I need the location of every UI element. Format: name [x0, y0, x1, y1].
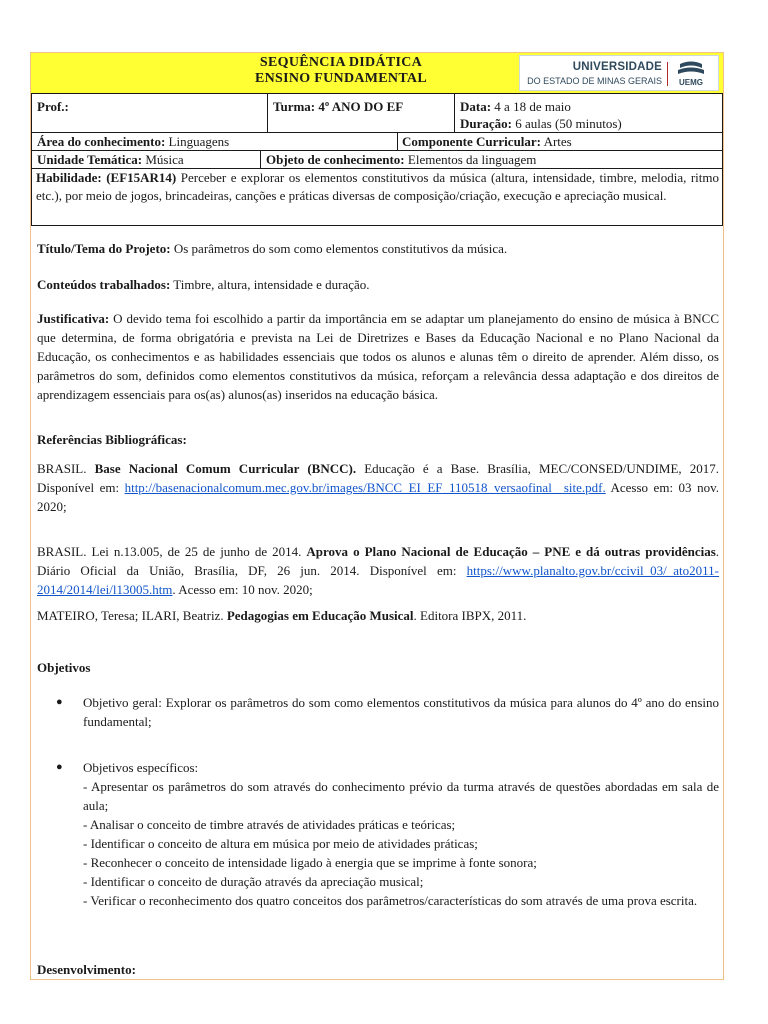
- justificativa-label: Justificativa:: [37, 311, 110, 326]
- especifico-item: - Identificar o conceito de altura em música por meio de atividades práticas;: [83, 836, 478, 851]
- ref1-prefix: BRASIL.: [37, 461, 87, 476]
- area-value: Linguagens: [168, 134, 230, 149]
- objetivo-geral-text: Objetivo geral: Explorar os parâmetros do som como elementos constitutivos da música para alunos do 4º ano do ensino fundamental;: [83, 695, 719, 729]
- ref1-details: Educação é a Base. Brasília, MEC/CONSED/UNDIME, 2017. Disponível em:: [37, 461, 719, 495]
- ref2-title: Aprova o Plano Nacional de Educação – PNE e dá outras providências: [306, 544, 716, 559]
- componente-field: [402, 134, 572, 150]
- table-row-divider: [31, 150, 723, 151]
- uemg-logo-icon: [674, 60, 708, 88]
- objeto-value: Elementos da linguagem: [407, 152, 537, 167]
- university-logo: [519, 55, 719, 91]
- title-line-1: SEQUÊNCIA DIDÁTICA: [259, 55, 423, 70]
- data-label: Data:: [460, 99, 492, 114]
- table-row-divider: [31, 132, 723, 133]
- title-line-2: ENSINO FUNDAMENTAL: [255, 71, 427, 86]
- especifico-item: - Analisar o conceito de timbre através de atividades práticas e teóricas;: [83, 817, 456, 832]
- unidade-field: [37, 152, 184, 168]
- duracao-field: [460, 116, 622, 132]
- logo-divider: [667, 62, 668, 86]
- justificativa-paragraph: [37, 309, 719, 404]
- area-field: [37, 134, 229, 150]
- data-value: 4 a 18 de maio: [494, 99, 571, 114]
- objeto-field: [266, 152, 536, 168]
- reference-pne: [37, 542, 719, 599]
- duracao-label: Duração:: [460, 116, 512, 131]
- ref1-access: Acesso em: 03 nov. 2020;: [37, 480, 719, 514]
- table-col-divider: [397, 132, 398, 150]
- logo-line-1: UNIVERSIDADE: [572, 61, 662, 73]
- especifico-item: - Apresentar os parâmetros do som através do conhecimento prévio da turma através de questões abordadas em sala de aula;: [83, 779, 719, 813]
- table-border-right: [722, 93, 723, 226]
- prof-label: Prof.:: [37, 99, 69, 114]
- turma-label: Turma:: [273, 99, 316, 114]
- bullet-icon: ●: [56, 761, 63, 773]
- ref1-title: Base Nacional Comum Curricular (BNCC).: [94, 461, 357, 476]
- data-field: [460, 99, 571, 115]
- desenvolvimento-heading: Desenvolvimento:: [37, 962, 136, 977]
- unidade-label: Unidade Temática:: [37, 152, 143, 167]
- table-col-divider: [267, 93, 268, 132]
- objetivos-especificos-block: [83, 758, 719, 910]
- ref2-access: . Acesso em: 10 nov. 2020;: [172, 582, 313, 597]
- conteudos-paragraph: [37, 275, 719, 294]
- componente-label: Componente Curricular:: [402, 134, 542, 149]
- reference-mateiro: [37, 606, 719, 625]
- conteudos-label: Conteúdos trabalhados:: [37, 277, 171, 292]
- titulo-paragraph: [37, 239, 719, 258]
- list-item-objetivo-geral: [56, 693, 719, 731]
- ref3-authors: MATEIRO, Teresa; ILARI, Beatriz.: [37, 608, 224, 623]
- turma-field: [273, 99, 403, 115]
- area-label: Área do conhecimento:: [37, 134, 166, 149]
- ref3-publisher: . Editora IBPX, 2011.: [413, 608, 527, 623]
- conteudos-text: Timbre, altura, intensidade e duração.: [173, 277, 370, 292]
- table-col-divider: [260, 150, 261, 168]
- document-title: [151, 55, 531, 87]
- referencias-heading: Referências Bibliográficas:: [37, 432, 187, 447]
- componente-value: Artes: [543, 134, 572, 149]
- objeto-label: Objeto de conhecimento:: [266, 152, 405, 167]
- document-header: [31, 53, 723, 93]
- habilidade-field: [36, 169, 719, 205]
- logo-mark-text: UEMG: [679, 78, 703, 87]
- habilidade-label: Habilidade: (EF15AR14): [36, 170, 177, 185]
- justificativa-text: O devido tema foi escolhido a partir da importância em se adaptar um planejamento do ensino de música à BNCC que determina, de forma obrigatória e prevista na Lei de Diretrizes e Bases da Educação Nacional e no Plano Nacional da Educação, os conhecimentos e as habilidades essenciais que todos os alunos e alunas têm o direito de aprender. Além disso, os parâmetros do som, definidos como elementos constitutivos da música, reforçam a relevância dessa adaptação e dos direitos de aprendizagem essenciais para os(as) alunos(as) inseridos na educação básica.: [37, 311, 719, 402]
- list-item-objetivos-especificos: [56, 758, 719, 910]
- titulo-text: Os parâmetros do som como elementos constitutivos da música.: [173, 241, 508, 256]
- table-border-top: [31, 93, 723, 94]
- ref2-details: . Diário Oficial da União, Brasília, DF, 26 jun. 2014. Disponível em:: [37, 544, 720, 578]
- pne-law-link[interactable]: https://www.planalto.gov.br/ccivil_03/_ato2011-2014/2014/lei/l13005.htm: [37, 563, 720, 597]
- titulo-label: Título/Tema do Projeto:: [37, 241, 171, 256]
- turma-value: 4º ANO DO EF: [318, 99, 404, 114]
- logo-line-2: DO ESTADO DE MINAS GERAIS: [527, 76, 662, 86]
- reference-bncc: [37, 459, 719, 516]
- bullet-icon: ●: [56, 696, 63, 708]
- bncc-link[interactable]: http://basenacionalcomum.mec.gov.br/images/BNCC_EI_EF_110518_versaofinal_ site.pdf.: [124, 480, 606, 495]
- ref2-prefix: BRASIL. Lei n.13.005, de 25 de junho de 2014.: [37, 544, 302, 559]
- unidade-value: Música: [145, 152, 184, 167]
- habilidade-text: Perceber e explorar os elementos constitutivos da música (altura, intensidade, timbre, melodia, ritmo etc.), por meio de jogos, brincadeiras, canções e práticas diversas de composição/criação, execução e apreciação musical.: [36, 170, 719, 203]
- especifico-item: - Reconhecer o conceito de intensidade ligado à energia que se imprime à fonte sonora;: [83, 855, 537, 870]
- table-border-bottom: [31, 225, 723, 226]
- duracao-value: 6 aulas (50 minutos): [515, 116, 622, 131]
- table-border-left: [31, 93, 32, 226]
- objetivos-especificos-label: Objetivos específicos:: [83, 760, 199, 775]
- especifico-item: - Verificar o reconhecimento dos quatro conceitos dos parâmetros/características do som através de uma prova escrita.: [83, 893, 698, 908]
- ref3-title: Pedagogias em Educação Musical: [226, 608, 414, 623]
- objetivos-heading: Objetivos: [37, 660, 91, 675]
- table-col-divider: [454, 93, 455, 132]
- especifico-item: - Identificar o conceito de duração através da apreciação musical;: [83, 874, 424, 889]
